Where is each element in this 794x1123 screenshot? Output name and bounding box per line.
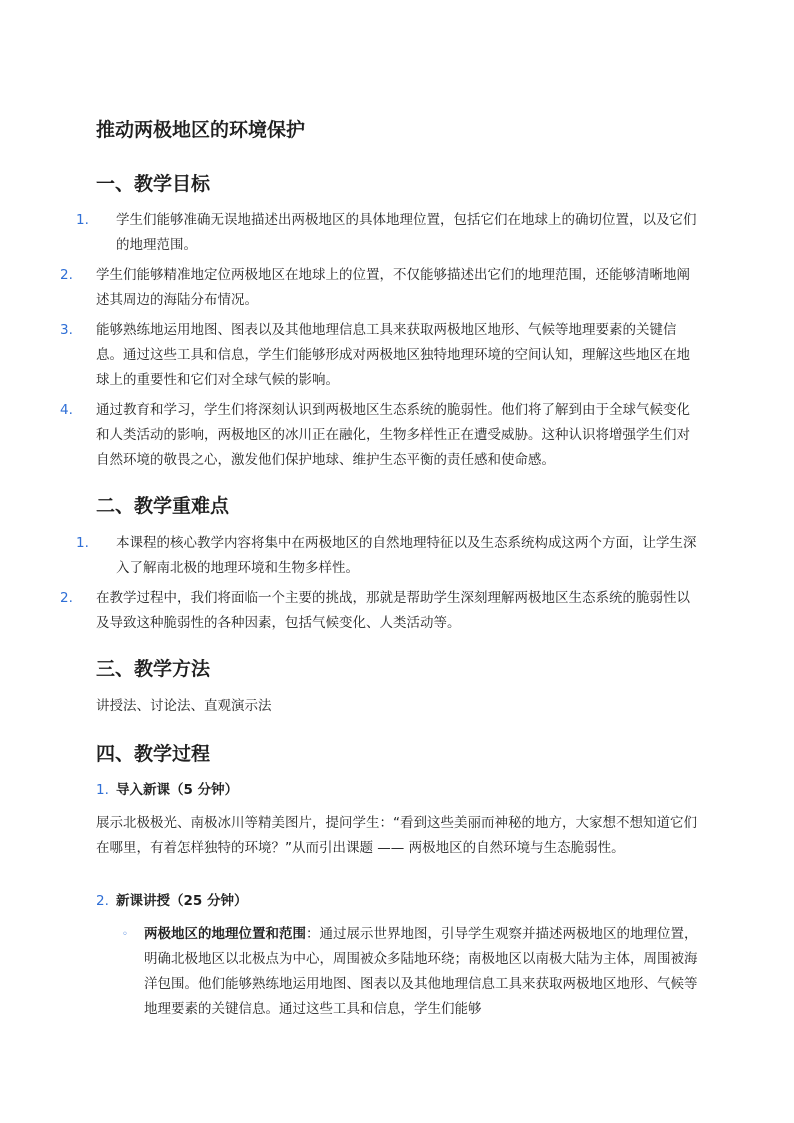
step-heading (96, 778, 700, 803)
list-item (76, 531, 700, 581)
step-label: 新课讲授（25 分钟） (116, 893, 248, 909)
list-number: 4. (60, 402, 73, 418)
list-number: 2. (60, 590, 73, 606)
section-heading-objectives: 一、教学目标 (96, 173, 211, 195)
list-item (60, 586, 700, 636)
bullet-bold-lead: 两极地区的地理位置和范围 (144, 926, 306, 942)
bullet-icon: ◦ (122, 929, 128, 940)
document-title: 推动两极地区的环境保护 (96, 119, 306, 141)
bullet-body: ：通过展示世界地图，引导学生观察并描述两极地区的地理位置，明确北极地区以北极点为中心，周围被众多陆地环绕；南极地区以南极大陆为主体，周围被海洋包围。他们能够熟练地运用地图、图表以及其他地理信息工具来获取两极地区地形、气候等地理要素的关键信息。通过这些工具和信息，学生们能够 (144, 926, 698, 1017)
section-heading-process: 四、教学过程 (96, 743, 211, 765)
list-item (60, 263, 700, 313)
list-item (76, 208, 700, 258)
list-item-text: 学生们能够精准地定位两极地区在地球上的位置，不仅能够描述出它们的地理范围，还能够清晰地阐述其周边的海陆分布情况。 (96, 267, 690, 308)
methods-text: 讲授法、讨论法、直观演示法 (96, 698, 272, 714)
list-number: 2. (60, 267, 73, 283)
list-number: 1. (76, 535, 89, 551)
step-paragraph: 展示北极极光、南极冰川等精美图片，提问学生：“看到这些美丽而神秘的地方，大家想不想知道它们在哪里，有着怎样独特的环境？”从而引出课题 —— 两极地区的自然环境与生态脆弱性。 (96, 815, 697, 856)
step-heading (96, 889, 700, 914)
step-number: 2. (96, 893, 109, 909)
list-item-text: 通过教育和学习，学生们将深刻认识到两极地区生态系统的脆弱性。他们将了解到由于全球气候变化和人类活动的影响，两极地区的冰川正在融化，生物多样性正在遭受威胁。这种认识将增强学生们对自然环境的敬畏之心，激发他们保护地球、维护生态平衡的责任感和使命感。 (96, 402, 690, 468)
list-number: 3. (60, 322, 73, 338)
list-item-text: 学生们能够准确无误地描述出两极地区的具体地理位置，包括它们在地球上的确切位置，以及它们的地理范围。 (116, 212, 697, 253)
step-number: 1. (96, 782, 109, 798)
list-number: 1. (76, 212, 89, 228)
list-item-text: 本课程的核心教学内容将集中在两极地区的自然地理特征以及生态系统构成这两个方面，让学生深入了解南北极的地理环境和生物多样性。 (116, 535, 697, 576)
list-item (60, 398, 700, 473)
list-item (60, 318, 700, 393)
list-item-text: 在教学过程中，我们将面临一个主要的挑战，那就是帮助学生深刻理解两极地区生态系统的脆弱性以及导致这种脆弱性的各种因素，包括气候变化、人类活动等。 (96, 590, 690, 631)
section-heading-methods: 三、教学方法 (96, 658, 211, 680)
list-item-text: 能够熟练地运用地图、图表以及其他地理信息工具来获取两极地区地形、气候等地理要素的关键信息。通过这些工具和信息，学生们能够形成对两极地区独特地理环境的空间认知，理解这些地区在地球上的重要性和它们对全球气候的影响。 (96, 322, 690, 388)
bullet-text (144, 922, 700, 1022)
section-heading-key-points: 二、教学重难点 (96, 495, 230, 517)
step-label: 导入新课（5 分钟） (116, 782, 239, 798)
